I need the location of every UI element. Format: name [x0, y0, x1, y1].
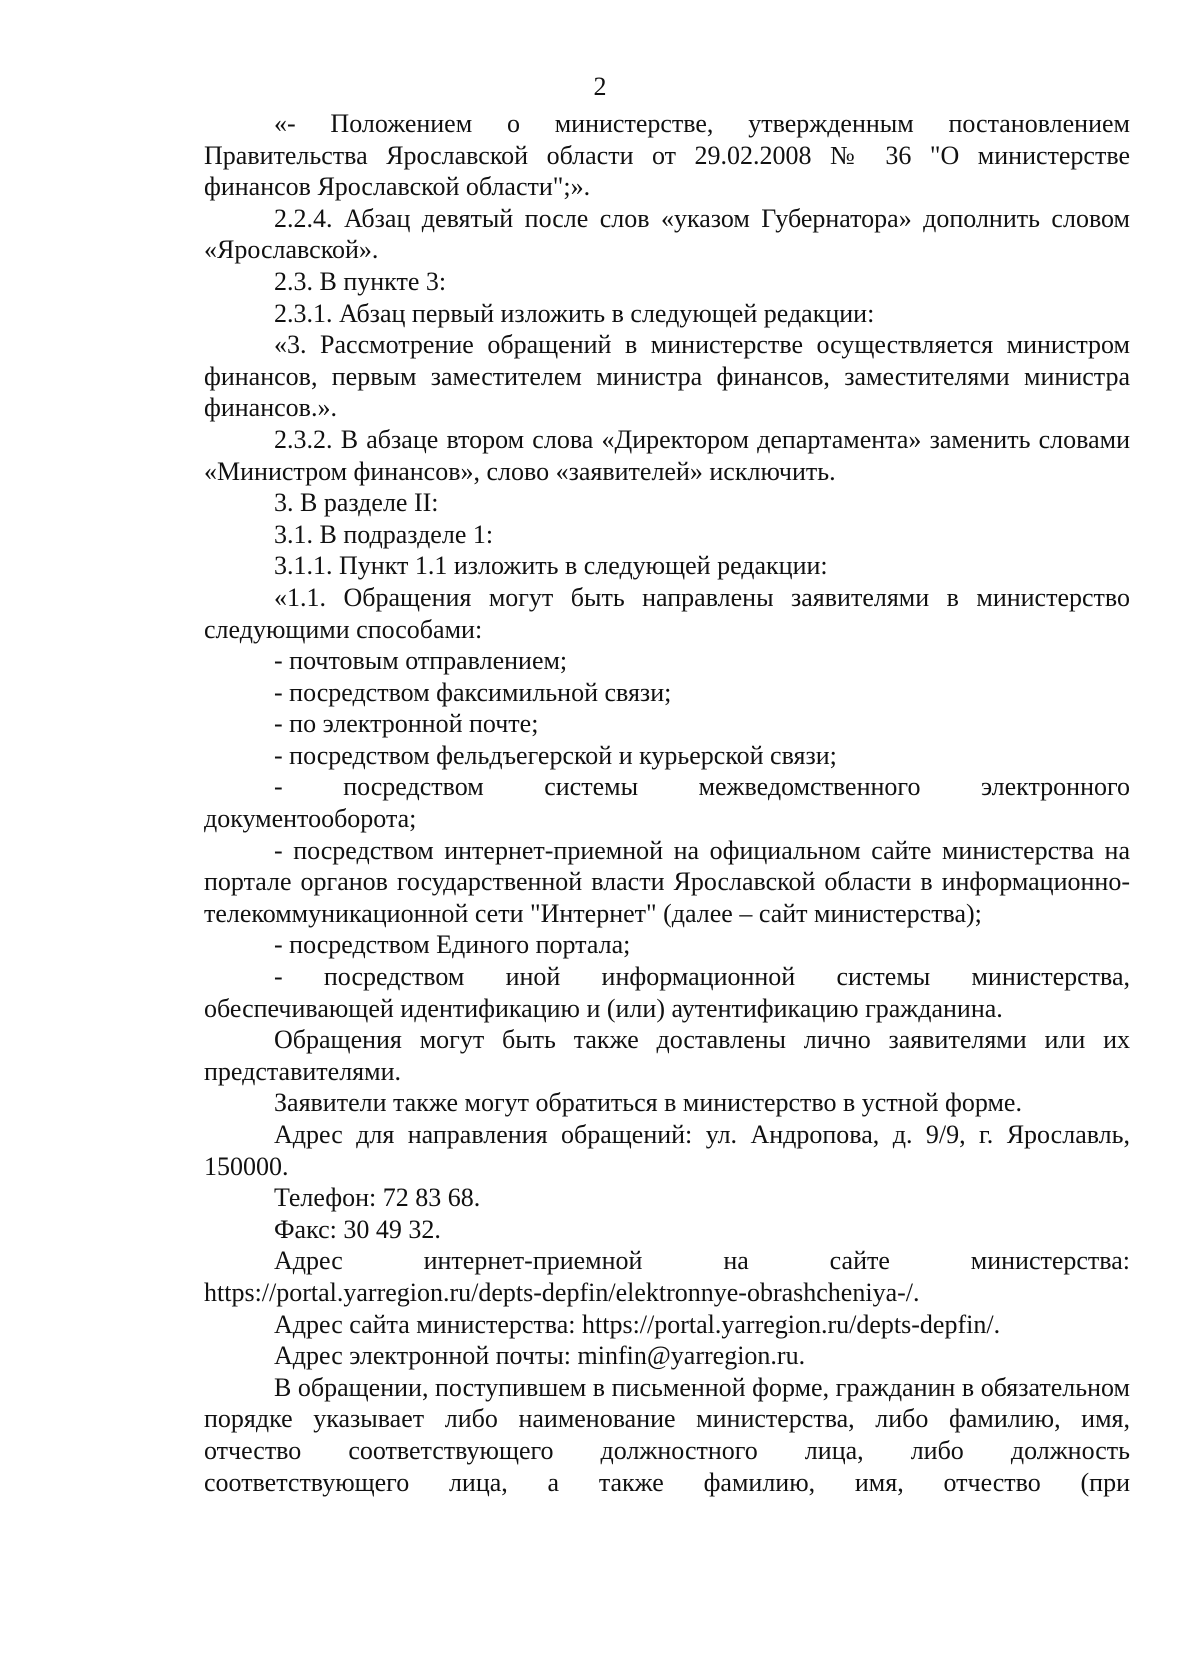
paragraph: - посредством Единого портала; [274, 930, 631, 960]
paragraph: Факс: 30 49 32. [274, 1214, 441, 1244]
page-number: 2 [593, 72, 607, 101]
paragraph: «3. Рассмотрение обращений в министерстве осуществляется министром финансов, первым заместителем министра финансов, заместителями министра финансов.». [204, 330, 1130, 423]
paragraph: 3. В разделе II: [274, 488, 439, 518]
paragraph: «1.1. Обращения могут быть направлены заявителями в министерство следующими способами: [204, 582, 1130, 644]
paragraph: - посредством иной информационной системы министерства, обеспечивающей идентификацию и (или) аутентификацию гражданина. [204, 962, 1130, 1023]
paragraph: 2.3. В пункте 3: [274, 266, 447, 296]
paragraph: Заявители также могут обратиться в министерство в устной форме. [274, 1088, 1022, 1118]
paragraph: - почтовым отправлением; [274, 646, 568, 676]
paragraph: «- Положением о министерстве, утвержденным постановлением Правительства Ярославской области от 29.02.2008 № 36 "О министерстве финансов Ярославской области";». [204, 109, 1130, 202]
paragraph: - посредством фельдъегерской и курьерской связи; [274, 740, 837, 770]
paragraph: Обращения могут быть также доставлены лично заявителями или их представителями. [204, 1025, 1130, 1086]
paragraph: Адрес для направления обращений: ул. Андропова, д. 9/9, г. Ярославль, 150000. [204, 1120, 1130, 1181]
paragraph: - посредством интернет-приемной на официальном сайте министерства на портале органов государственной власти Ярославской области в информационно-телекоммуникационной сети "Интернет" (далее – сайт министерства); [204, 835, 1130, 928]
document-body [204, 108, 1130, 1498]
paragraph: Адрес электронной почты: minfin@yarregion.ru. [274, 1341, 806, 1371]
paragraph: 3.1.1. Пункт 1.1 изложить в следующей редакции: [274, 551, 828, 581]
paragraph: - по электронной почте; [274, 709, 539, 739]
paragraph: Адрес сайта министерства: https://portal.yarregion.ru/depts-depfin/. [274, 1309, 1001, 1339]
paragraph: В обращении, поступившем в письменной форме, гражданин в обязательном порядке указывает либо наименование министерства, либо фамилию, имя, отчество соответствующего должностного лица, либо должность соответствующего лица, а также фамилию, имя, отчество (при [204, 1372, 1130, 1497]
paragraph: - посредством системы межведомственного электронного документооборота; [204, 772, 1130, 834]
paragraph: - посредством факсимильной связи; [274, 677, 672, 707]
paragraph: Адрес интернет-приемной на сайте министерства: https://portal.yarregion.ru/depts-depfin/elektronnye-obrashcheniya-/. [204, 1246, 1130, 1307]
paragraph: 3.1. В подразделе 1: [274, 519, 494, 549]
paragraph: 2.3.1. Абзац первый изложить в следующей редакции: [274, 298, 875, 328]
paragraph: 2.2.4. Абзац девятый после слов «указом Губернатора» дополнить словом «Ярославской». [204, 203, 1130, 265]
paragraph: 2.3.2. В абзаце втором слова «Директором департамента» заменить словами «Министром финансов», слово «заявителей» исключить. [204, 424, 1130, 486]
paragraph: Телефон: 72 83 68. [274, 1183, 481, 1213]
